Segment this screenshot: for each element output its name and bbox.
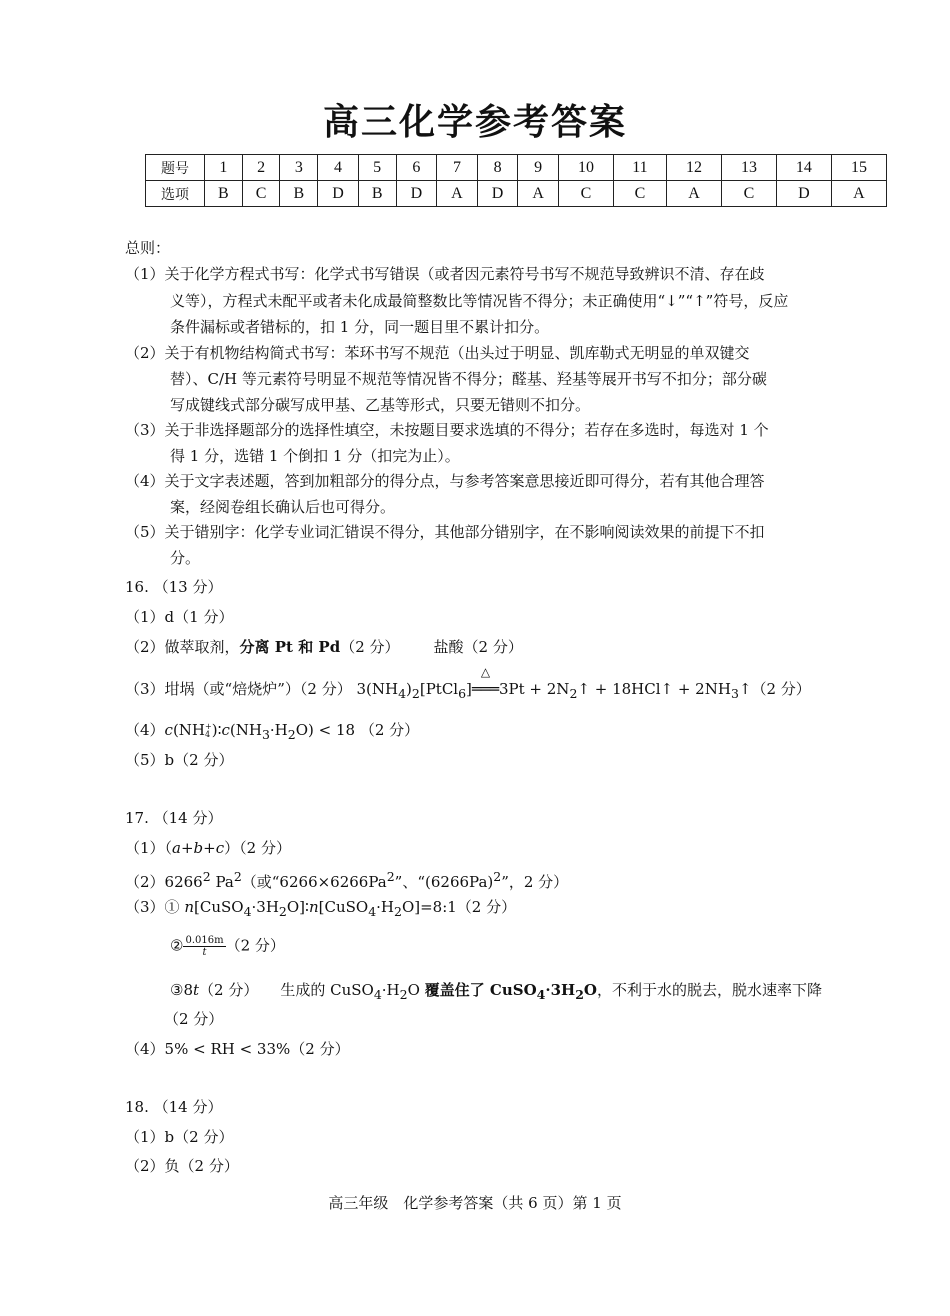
q17-a3-text: ·H [381,981,400,999]
q17-heading: 17. （14 分） [125,809,223,827]
rule-2-line-1: （2）关于有机物结构简式书写：苯环书写不规范（出头过于明显、凯库勒式无明显的单双键交 [125,344,750,362]
table-cell: 12 [667,155,722,181]
row-label-option: 选项 [146,181,205,207]
q17-a3-text: O]=8:1（2 分） [401,898,517,916]
q18-answer-1: （1）b（2 分） [125,1128,234,1146]
q16-answer-5: （5）b（2 分） [125,751,234,769]
table-cell: 7 [437,155,478,181]
rule-5-line-2: 分。 [170,549,201,567]
q17-a3-text: ·3H [251,898,279,916]
q17-a3-text: ② [170,936,184,955]
q17-a3-text: 生成的 CuSO [280,981,374,999]
q17-a3-var: t [193,981,200,999]
q17-a3-text: O [407,981,425,999]
q16-a4-text: （4） [125,721,165,739]
heat-arrow: ═══ △ [471,665,499,698]
q16-answer-2 [125,637,523,657]
table-cell: D [477,181,518,207]
q17-answer-1 [125,838,291,858]
table-cell: 5 [358,155,396,181]
q17-a3-bold: O [583,981,597,999]
general-heading: 总则： [125,239,171,257]
q16-a3-text: ↑ + 18HCl↑ + 2NH [577,680,731,698]
q17-a3-var: n [184,898,194,916]
q17-a2-text: （或“6266×6266Pa [241,873,387,891]
rule-1-line-2: 义等），方程式未配平或者未化成最简整数比等情况皆不得分；未正确使用“↓”“↑”符号，反应 [170,292,789,310]
q17-a1-text: ）（2 分） [224,839,291,857]
page-footer: 高三年级 化学参考答案（共 6 页）第 1 页 [328,1194,622,1212]
rule-2-line-3: 写成键线式部分碳写成甲基、乙基等形式，只要无错则不扣分。 [170,396,591,414]
q16-a3-text: [PtCl [419,680,459,698]
q17-a3-text: [CuSO [318,898,369,916]
q17-a3-text: （2 分） [199,981,259,999]
q16-a4-text: O) < 18 （2 分） [295,721,420,739]
answer-table [145,154,887,207]
page-title: 高三化学参考答案 [322,102,627,143]
rule-1-line-3: 条件漏标或者错标的，扣 1 分，同一题目里不累计扣分。 [170,318,550,336]
q17-a2-text: ”，2 分） [501,873,569,891]
table-cell: 13 [721,155,776,181]
rule-5-line-1: （5）关于错别字：化学专业词汇错误不得分，其他部分错别字，在不影响阅读效果的前提下不扣 [125,523,765,541]
q16-answer-4: （4）c(NH + 4 )$∶c(NH_3\cdot H_2O) < 18$ （2 分） [125,721,420,742]
q17-a3-text: ·H [376,898,394,916]
table-cell: D [776,181,831,207]
table-cell: C [242,181,280,207]
q17-answer-3-2 [170,935,285,958]
q17-a3-bold: ·3H [545,981,576,999]
table-cell: C [558,181,613,207]
q17-a1-expr: a+b+c [172,839,225,857]
q16-a3-text: ↑（2 分） [738,680,811,698]
q16-a2-score: （2 分） [340,638,400,656]
q17-a3-text: （2 分） [225,936,285,955]
table-cell: C [721,181,776,207]
fraction-numerator: 0.016m [185,935,224,946]
q17-a3-text: （3）① [125,898,185,916]
q17-a3-keypoint: 覆盖住了 $CuSO_4\cdot 3H_2O$ [424,981,597,1002]
rule-4-line-2: 案，经阅卷组长确认后也可得分。 [170,498,396,516]
q16-a2-text: （2）做萃取剂， [125,638,240,656]
q17-answer-3-1: （3）① $n[CuSO_4\cdot 3H_2O]∶n[CuSO_4\cdot H_2O]=8:1(2$ 分） [125,898,517,919]
q18-answer-2: （2）负（2 分） [125,1157,239,1175]
table-cell: B [205,181,243,207]
rule-4-line-1: （4）关于文字表述题，答到加粗部分的得分点，与参考答案意思接近即可得分，若有其他合理答 [125,472,765,490]
q16-a4-text: )∶ [211,721,222,739]
q17-a3-bold: 覆盖住了 CuSO [424,981,537,999]
table-cell: 1 [205,155,243,181]
heat-icon: △ [480,665,491,679]
table-cell: 4 [318,155,359,181]
q16-answer-1: （1）d（1 分） [125,608,234,626]
rule-3-line-2: 得 1 分，选错 1 个倒扣 1 分（扣完为止）。 [170,447,460,465]
table-cell: B [280,181,318,207]
rule-3-line-1: （3）关于非选择题部分的选择性填空，未按题目要求选填的不得分；若存在多选时，每选对 1 个 [125,421,769,439]
table-cell: C [613,181,666,207]
fraction [183,935,225,958]
q17-a2-text: Pa [210,873,234,891]
table-cell: 10 [558,155,613,181]
q16-a2-keypoint: 分离 Pt 和 Pd [239,638,341,656]
table-cell: 9 [518,155,559,181]
table-cell: 15 [831,155,886,181]
rule-2-line-2: 替）、C/H 等元素符号明显不规范等情况皆不得分；醛基、羟基等展开书写不扣分；部分碳 [170,370,767,388]
q17-a3-text: ③8 [170,981,193,999]
table-row-numbers [146,155,887,181]
q17-a3-var: n [308,898,319,916]
table-cell: A [437,181,478,207]
q16-heading: 16. （13 分） [125,578,223,596]
q17-answer-4: （4）5% < RH < 33%（2 分） [125,1040,350,1058]
q16-answer-3: （3）坩埚（或“焙烧炉”）（2 分） $3(NH_4)_2[PtCl_6]═══$ △ $3Pt + 2N_2↑$ + 18HCl↑ + $2NH_3↑(2$ 分） [125,665,811,701]
q17-a2-text: ”、“(6266Pa) [394,873,494,891]
table-cell: D [318,181,359,207]
q16-a4-var: c [164,721,173,739]
table-cell: 3 [280,155,318,181]
q16-a4-var: c [221,721,230,739]
q16-a4-text: (NH [229,721,262,739]
table-cell: 11 [613,155,666,181]
q17-answer-3-3-score: （2 分） [164,1010,224,1028]
fraction-denominator: t [202,947,207,958]
table-cell: 2 [242,155,280,181]
q16-a4-text: (NH [172,721,206,739]
q17-a1-text: （1）（ [125,839,173,857]
table-cell: B [358,181,396,207]
table-cell: 14 [776,155,831,181]
q18-heading: 18. （14 分） [125,1098,223,1116]
table-cell: A [667,181,722,207]
q17-answer-3-3: ③8t（2 分） 生成的 $CuSO_4\cdot H_2O$ 覆盖住了 $CuSO_4\cdot 3H_2O$，不利于水的脱去，脱水速率下降 [170,981,822,1002]
q16-a3-text: ] [466,680,472,698]
table-cell: A [831,181,886,207]
table-row-options [146,181,887,207]
table-cell: 8 [477,155,518,181]
q17-a3-text: ，不利于水的脱去，脱水速率下降 [596,981,822,999]
q17-answer-2: （2）6266$^2$ Pa$^2$（或“$6266\times 6266Pa^2$”、“$(6266Pa)^2$”，2 分） [125,869,569,891]
q17-a3-text: [CuSO [193,898,244,916]
table-cell: A [518,181,559,207]
q16-a4-text: ·H [269,721,288,739]
q16-a3-text: ) [406,680,412,698]
q17-a2-text: （2）6266 [125,873,203,891]
row-label-number: 题号 [146,155,205,181]
table-cell: D [396,181,437,207]
table-cell: 6 [396,155,437,181]
q17-a3-text: O]∶ [286,898,309,916]
rule-1-line-1: （1）关于化学方程式书写：化学式书写错误（或者因元素符号书写不规范导致辨识不清、存在歧 [125,265,765,283]
q16-a3-text: 3Pt + 2N [499,680,570,698]
q16-a3-text: （3）坩埚（或“焙烧炉”）（2 分） 3(NH [125,680,399,698]
q16-a2-part-b: 盐酸（2 分） [433,638,523,656]
